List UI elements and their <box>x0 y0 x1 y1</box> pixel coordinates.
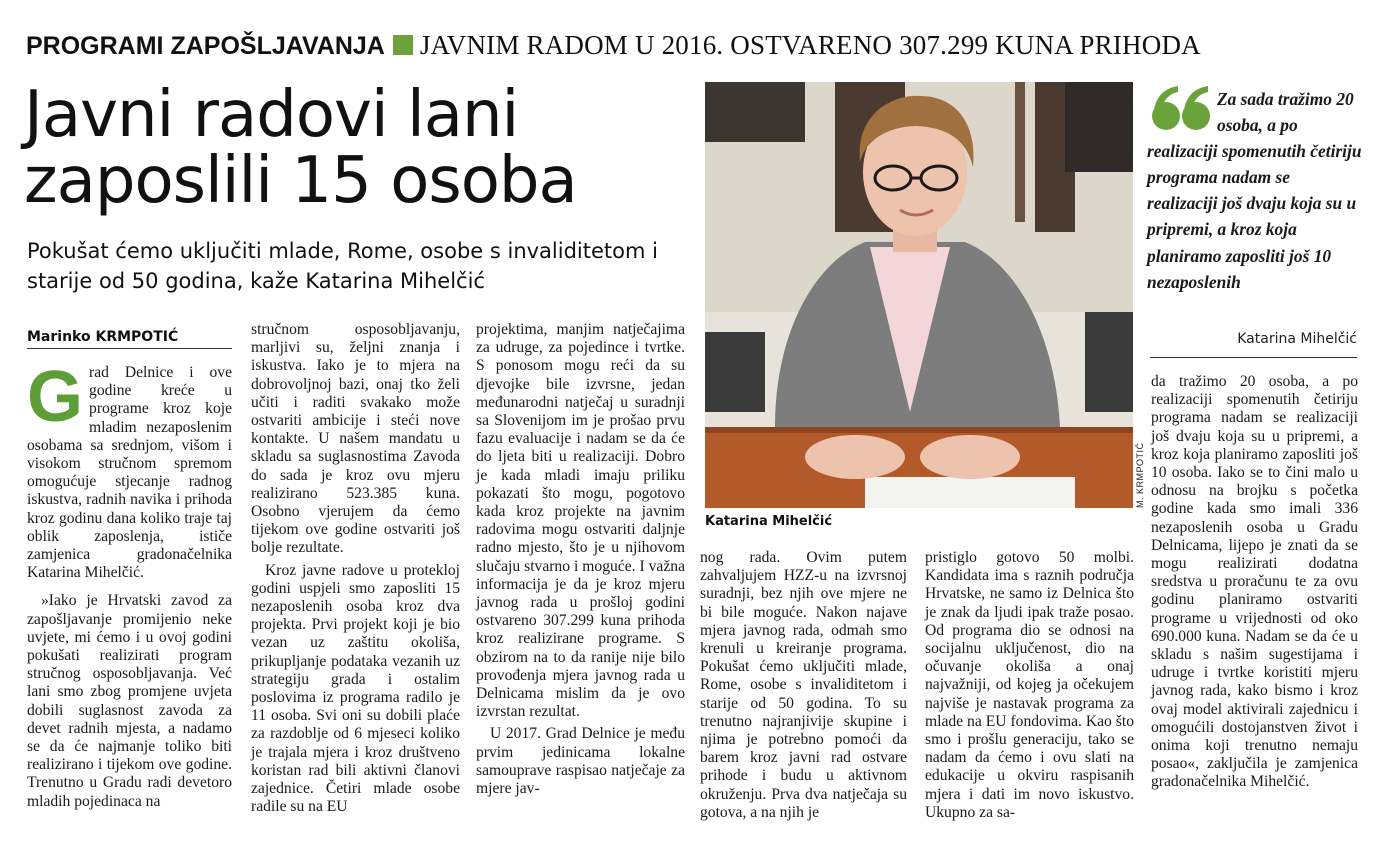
photo-credit <box>1135 420 1149 510</box>
kicker-subtitle: JAVNIM RADOM U 2016. OSTVARENO 307.299 KUNA PRIHODA <box>419 30 1201 60</box>
column-1-paragraph-1 <box>27 357 232 582</box>
article-photo <box>705 82 1133 508</box>
byline: Marinko KRMPOTIĆ <box>27 329 179 345</box>
article-deck: Pokušat ćemo uključiti mlade, Rome, osobe s invaliditetom i starije od 50 godina, kaže Katarina Mihelčić <box>27 239 658 293</box>
pull-quote-text: Za sada tražimo 20 osoba, a po realizaciji spomenutih četiriju programa nadam se realizaciji još dvaju koja su u pripremi, a kroz koja planiramo zaposliti još 10 nezaposlenih <box>1147 89 1362 292</box>
article-column-3 <box>476 321 685 798</box>
column-5-paragraph-1: pristiglo gotovo 50 molbi. Kandidata ima s raznih područja Hrvatske, ne samo iz Delnica što je znak da ljudi ipak traže posao. Od programa dio se odnosi na socijalnu uključenost, dio na očuvanje okoliša a onaj najvažniji, od kojeg ja očekujem najviše je nastavak programa za mlade na EU fondovima. Kao što smo i prošlu generaciju, tako se nadam da ćemo i ovu slati na edukacije u okviru raspisanih mjera i dati im novo iskustvo. Ukupno za sa- <box>925 549 1134 821</box>
photo-credit-text: M. KRMPOTIĆ <box>1135 442 1145 508</box>
pull-quote-rule <box>1150 357 1357 358</box>
green-square-icon <box>393 35 413 55</box>
pull-quote <box>1147 86 1362 295</box>
column-6-paragraph-1: da tražimo 20 osoba, a po realizaciji spomenutih četiriju programa nadam se realizaciji još dvaju koja su u pripremi, a kroz koja planiramo zaposliti još 10 osoba. Iako se to čini malo u odnosu na brojku s početka godine kada smo imali 336 nezaposlenih osoba u Gradu Delnicama, lijepo je znati da se mogu realizirati dodatna sredstva u proračunu te za ovu godinu planiramo ostvariti programe u vrijednosti od oko 690.000 kuna. Nadam se da će u skladu s našim sugestijama i udruge i tvrtke koristiti mjeru javnog rada, kako bismo i kroz ovaj model aktivirali zajednicu i omogućili dostojanstven život i onima koji trenutno nemaju posao«, zaključila je zamjenica gradonačelnika Mihelčić. <box>1151 373 1358 791</box>
column-2-paragraph-1: stručnom osposobljavanju, marljivi su, željni znanja i iskustva. Iako je to mjera na dobrovoljnoj bazi, onaj tko želi učiti i raditi svakako može ostvariti ambicije i steći nove kontakte. U našem mandatu u skladu sa suglasnostima Zavoda do sada je kroz ovu mjeru realizirano 523.385 kuna. Osobno vjerujem da ćemo tijekom ove godine ostvariti još bolje rezultate. <box>251 321 460 557</box>
article-column-4 <box>700 549 907 822</box>
section-kicker <box>26 30 1366 64</box>
column-3-paragraph-1: projektima, manjim natječajima za udruge, za pojedince i tvrtke. S ponosom mogu reći da su djevojke bile izvrsne, jedan međunarodni natječaj u suradnji sa Slovenijom im je prošao prvu fazu evaluacije i nadam se da će do ljeta biti u realizaciji. Dobro je kada mladi imaju priliku pokazati što mogu, pogotovo kada kroz projekte na javnim radovima mogu ostvariti daljnje radno mjesto, što je u njihovom slučaju stvarno i moguće. I važna informacija je da je kroz mjeru javnog rada u prošloj godini ostvareno 307.299 kuna prihoda kroz realizirane programe. S obzirom na to da ranije nije bilo provođenja mjera javnog rada u Delnicama mislim da je ovo izvrstan rezultat. <box>476 321 685 721</box>
column-1-paragraph-1-text: rad Delnice i ove godine kreće u programe kroz koje mladim nezaposlenim osobama sa srednjom, višom i visokom stručnom spremom omogućuje stjecanje radnog iskustva, radnih navika i prihoda kroz godinu dana koliko traje taj oblik zaposlenja, ističe zamjenica gradonačelnika Katarina Mihelčić. <box>27 364 232 582</box>
headline-line-1: Javni radovi lani <box>24 78 519 152</box>
article-column-2 <box>251 321 460 816</box>
drop-cap: G <box>27 357 84 437</box>
byline-rule <box>27 348 232 349</box>
photo-caption: Katarina Mihelčić <box>705 514 833 529</box>
section-rubric: PROGRAMI ZAPOŠLJAVANJA <box>26 32 385 60</box>
article-column-5 <box>925 549 1134 822</box>
pull-quote-author: Katarina Mihelčić <box>1237 331 1357 347</box>
column-3-paragraph-2: U 2017. Grad Delnice je među prvim jedinicama lokalne samouprave raspisao natječaje za mjere jav- <box>476 725 685 798</box>
article-column-6 <box>1151 373 1358 792</box>
portrait-illustration <box>705 82 1133 508</box>
column-4-paragraph-1: nog rada. Ovim putem zahvaljujem HZZ-u na izvrsnoj suradnji, bez njih ove mjere ne bi bile moguće. Nakon najave mjera javnog rada, odmah smo krenuli u kreiranje programa. Pokušat ćemo uključiti mlade, Rome, osobe s invaliditetom i starije od 50 godina. To su trenutno najranjivije skupine i njima je potrebno pomoći da barem kroz javni rad ostvare prihode i budu u aktivnom okruženju. Prva dva natječaja su gotova, a na njih je <box>700 549 907 821</box>
headline-line-2: zaposlili 15 osoba <box>24 144 577 218</box>
article-column-1 <box>27 357 232 811</box>
column-1-paragraph-2: »Iako je Hrvatski zavod za zapošljavanje promijenio neke uvjete, mi ćemo i u ovoj godini pokušati realizirati program stručnog osposobljavanja. Već lani smo zbog promjene uvjeta dobili suglasnost zavoda za devet radnih mjesta, a nadamo se da će najmanje toliko biti realizirano i tijekom ove godine. Trenutno u Gradu radi devetoro mladih pojedinaca na <box>27 592 232 810</box>
column-2-paragraph-2: Kroz javne radove u protekloj godini uspjeli smo zaposliti 15 nezaposlenih osoba kroz dva projekta. Prvi projekt koji je bio vezan uz zaštitu okoliša, prikupljanje podataka vezanih uz strategiju grada i ostalim poslovima iz programa radilo je 11 osoba. Svi oni su dobili plaće za razdoblje od 6 mjeseci koliko je trajala mjera i kroz društveno koristan rad bili aktivni članovi zajednice. Četiri mlade osobe radile su na EU <box>251 561 460 816</box>
article-headline <box>24 78 704 218</box>
pull-quote-indent <box>1147 86 1217 138</box>
